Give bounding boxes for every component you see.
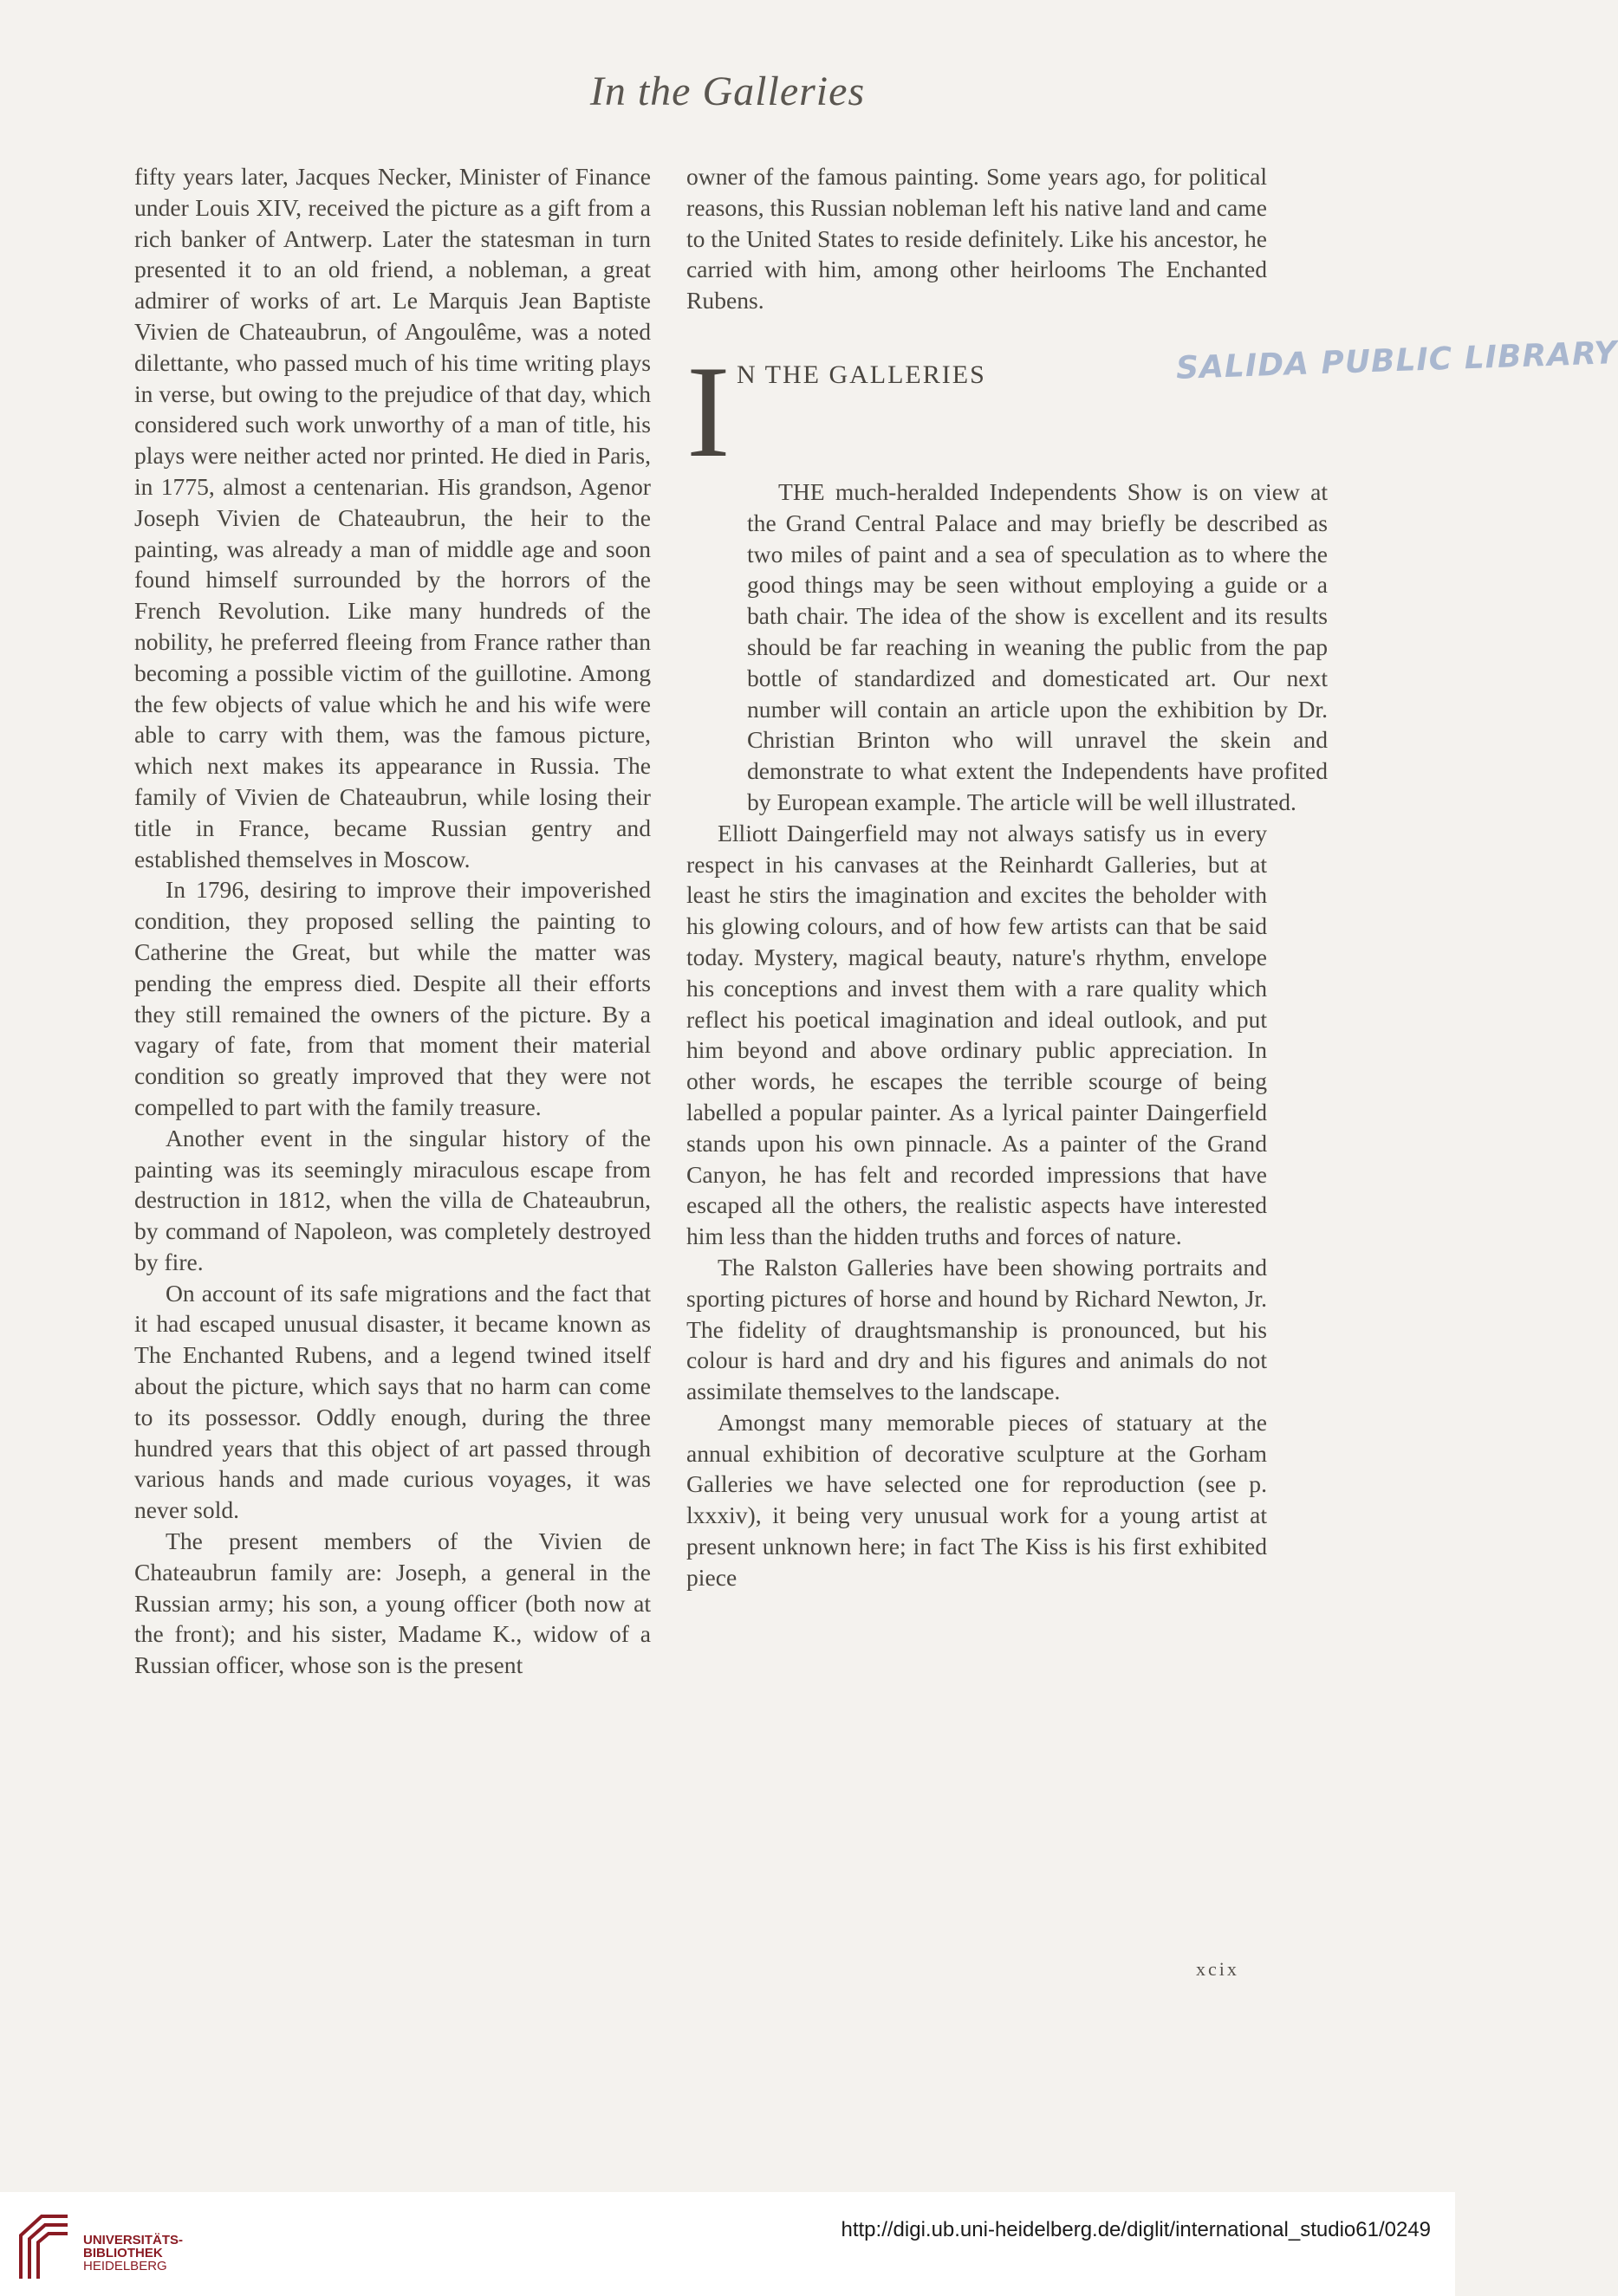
section-first-paragraph: THE much-heralded Independents Show is on view at the Grand Central Palace and may briefly be described as two miles of paint and a sea of speculation as to where the good things may be seen without employing a guide or a bath chair. The idea of the show is excellent and its results should be far reaching in weaning the public from the pap bottle of standardized and domesticated art. Our next number will contain an article upon the exhibition by Dr. Christian Brinton who will unravel the skein and demonstrate to what extent the Independents have profited by European example. The article will be well illustrated.	[747, 477, 1328, 815]
library-stamp: SALIDA PUBLIC LIBRARY	[1175, 335, 1618, 386]
page-number: xcix	[1196, 1958, 1239, 1980]
page-title: In the Galleries	[589, 68, 866, 114]
right-paragraph-continued: owner of the famous painting. Some years ago, for political reasons, this Russian nobleman left his native land and came to the United States to reside definitely. Like his ancestor, he carried with him, among other heirlooms The Enchanted Rubens.	[686, 163, 1267, 315]
left-paragraph-5: The present members of the Vivien de Chateaubrun family are: Joseph, a general in the Russian army; his son, a young officer (both now at the front); and his sister, Madame K., widow of a Russian officer, whose son is the present	[134, 1527, 651, 1679]
left-paragraph-1: fifty years later, Jacques Necker, Minister of Finance under Louis XIV, received the picture as a gift from a rich banker of Antwerp. Later the statesman in turn presented it to an old friend, a nobleman, a great admirer of works of art. Le Marquis Jean Baptiste Vivien de Chateaubrun, of Angoulême, was a noted dilettante, who passed much of his time writing plays in verse, but owing to the prejudice of that day, which considered such work unworthy of a man of title, his plays were neither acted nor printed. He died in Paris, in 1775, almost a centenarian. His grandson, Agenor Joseph Vivien de Chateaubrun, the heir to the painting, was already a man of middle age and soon found himself surrounded by the horrors of the French Revolution. Like many hundreds of the nobility, he preferred fleeing from France rather than becoming a possible victim of the guillotine. Among the few objects of value which he and his wife were able to carry with them, was the famous picture, which next makes its appearance in Russia. The family of Vivien de Chateaubrun, while losing their title in France, became Russian gentry and established themselves in Moscow.	[134, 163, 651, 872]
right-paragraph-3: Amongst many memorable pieces of statuary at the annual exhibition of decorative sculpture at the Gorham Galleries we have selected one for reproduction (see p. lxxxiv), it being very unusual work for a young artist at present unknown here; in fact The Kiss is his first exhibited piece	[686, 1408, 1267, 1591]
library-name	[83, 2234, 183, 2273]
left-paragraph-3: Another event in the singular history of the painting was its seemingly miraculous escape from destruction in 1812, when the villa de Chateaubrun, by command of Napoleon, was completely destroyed by fire.	[134, 1124, 651, 1275]
right-column	[686, 161, 1618, 1593]
section-heading: N THE GALLERIES	[737, 360, 986, 389]
library-line-1: UNIVERSITÄTS-	[83, 2233, 184, 2247]
section-heading-block	[686, 335, 1618, 589]
source-url-link[interactable]: http://digi.ub.uni-heidelberg.de/diglit/international_studio61/0249	[841, 2218, 1431, 2241]
right-paragraph-2: The Ralston Galleries have been showing portraits and sporting pictures of horse and hound by Richard Newton, Jr. The fidelity of draughtsmanship is pronounced, but his colour is hard and dry and his figures and animals do not assimilate themselves to the landscape.	[686, 1253, 1267, 1405]
footer-bar	[0, 2192, 1455, 2296]
library-line-3: HEIDELBERG	[83, 2259, 167, 2273]
dropcap-letter: I	[686, 338, 731, 484]
left-paragraph-4: On account of its safe migrations and the fact that it had escaped unusual disaster, it became known as The Enchanted Rubens, and a legend twined itself about the picture, which says that no harm can come to its possessor. Oddly enough, during the three hundred years that this object of art passed through various hands and made curious voyages, it was never sold.	[134, 1279, 651, 1524]
right-paragraph-1: Elliott Daingerfield may not always satisfy us in every respect in his canvases at the Reinhardt Galleries, but at least he stirs the imagination and excites the beholder with his glowing colours, and of how few artists can that be said today. Mystery, magical beauty, nature's rhythm, envelope his conceptions and invest them with a rare quality which reflect his poetical imagination and ideal outlook, and put him beyond and above ordinary public appreciation. In other words, he escapes the terrible scourge of being labelled a popular painter. As a lyrical painter Daingerfield stands upon his own pinnacle. As a painter of the Grand Canyon, he has felt and recorded impressions that have escaped all the others, the realistic aspects have interested him less than the hidden truths and forces of nature.	[686, 819, 1267, 1250]
library-logo-icon	[16, 2209, 73, 2284]
left-column	[134, 161, 651, 1681]
library-line-2: BIBLIOTHEK	[83, 2246, 163, 2260]
left-paragraph-2: In 1796, desiring to improve their impoverished condition, they proposed selling the painting to Catherine the Great, but while the matter was pending the empress died. Despite all their efforts they still remained the owners of the picture. By a vagary of fate, from that moment their material condition so greatly improved that they were not compelled to part with the family treasure.	[134, 876, 651, 1120]
